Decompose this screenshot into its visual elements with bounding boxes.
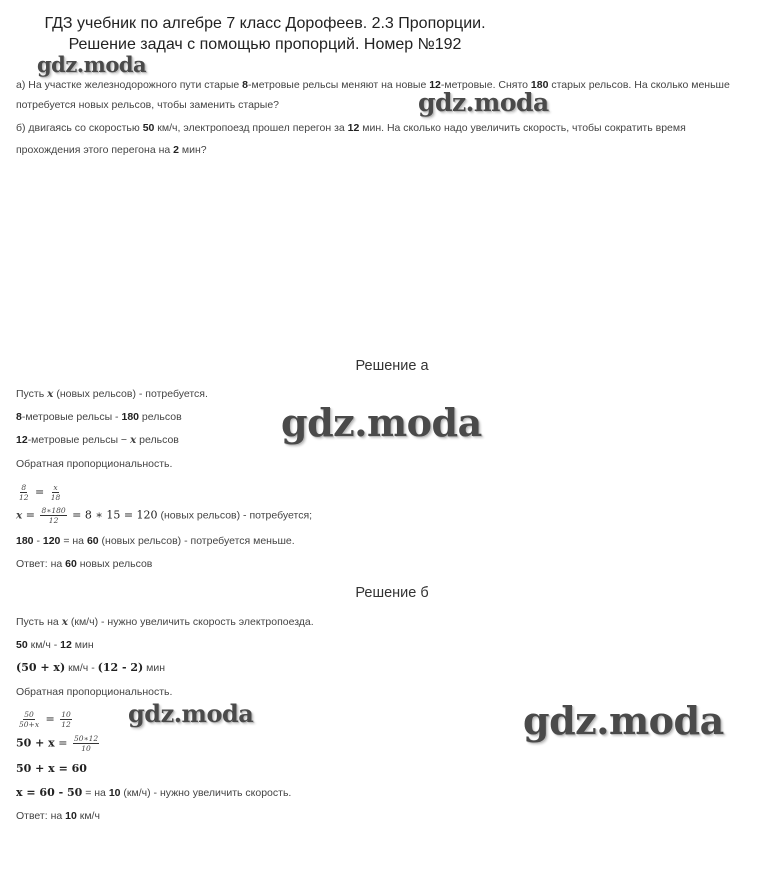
solution-a-heading: Решение а	[355, 358, 429, 374]
solution-a-line3: 12-метровые рельсы − x рельсов	[16, 434, 179, 446]
problem-b-line2: прохождения этого перегона на 2 мин?	[16, 144, 207, 156]
solution-b-line1: Пусть на x (км/ч) - нужно увеличить скорость электропоезда.	[16, 616, 314, 628]
solution-b-equation: 50 + x = $\frac{50∗12}{10}$	[16, 734, 99, 753]
fraction: $\frac{50∗12}{10}$	[73, 734, 99, 753]
watermark-logo: gdz.moda	[281, 400, 482, 445]
fraction: $\frac{x}{18}$	[50, 483, 61, 502]
watermark-logo: gdz.moda	[37, 52, 147, 77]
solution-a-answer: Ответ: на 60 новых рельсов	[16, 558, 153, 570]
solution-b-heading: Решение б	[355, 585, 429, 601]
solution-a-line2: 8-метровые рельсы - 180 рельсов	[16, 411, 182, 423]
problem-a-line1: а) На участке железнодорожного пути старые 8-метровые рельсы меняют на новые 12-метровые. Снято 180 старых рельсов. На сколько меньше	[16, 79, 730, 91]
solution-b-proportion: $\frac{50}{50+x}$ = $\frac{10}{12}$	[19, 710, 71, 729]
solution-a-line4: Обратная пропорциональность.	[16, 458, 173, 470]
solution-a-computation: x = $\frac{8∗180}{12}$ = 8 ∗ 15 = 120 (новых рельсов) - потребуется;	[16, 506, 313, 525]
problem-a-line2: потребуется новых рельсов, чтобы заменить старые?	[16, 99, 279, 111]
fraction: $\frac{8∗180}{12}$	[41, 506, 66, 525]
solution-a-line1: Пусть x (новых рельсов) - потребуется.	[16, 388, 208, 400]
solution-a-line7: 180 - 120 = на 60 (новых рельсов) - потребуется меньше.	[16, 535, 295, 547]
fraction: $\frac{50}{50+x}$	[19, 710, 40, 729]
solution-b-line7: 50 + x = 60	[16, 762, 87, 775]
solution-b-line8: x = 60 - 50 = на 10 (км/ч) - нужно увеличить скорость.	[16, 786, 292, 799]
watermark-logo: gdz.moda	[418, 88, 549, 117]
solution-b-answer: Ответ: на 10 км/ч	[16, 810, 100, 822]
fraction: $\frac{10}{12}$	[61, 710, 71, 729]
page-title-line1: ГДЗ учебник по алгебре 7 класс Дорофеев. 2.3 Пропорции.	[44, 15, 486, 32]
solution-b-line4: Обратная пропорциональность.	[16, 686, 173, 698]
solution-a-proportion: $\frac{8}{12}$ = $\frac{x}{18}$	[19, 483, 61, 502]
fraction: $\frac{8}{12}$	[19, 483, 29, 502]
problem-b-line1: б) двигаясь со скоростью 50 км/ч, электропоезд прошел перегон за 12 мин. На сколько надо увеличить скорость, чтобы сократить время	[16, 122, 686, 134]
watermark-logo: gdz.moda	[128, 699, 254, 728]
watermark-logo: gdz.moda	[523, 698, 724, 743]
solution-b-line2: 50 км/ч - 12 мин	[16, 639, 94, 651]
page-title-line2: Решение задач с помощью пропорций. Номер №192	[68, 36, 462, 53]
solution-b-line3: (50 + x) км/ч - (12 - 2) мин	[16, 661, 166, 674]
